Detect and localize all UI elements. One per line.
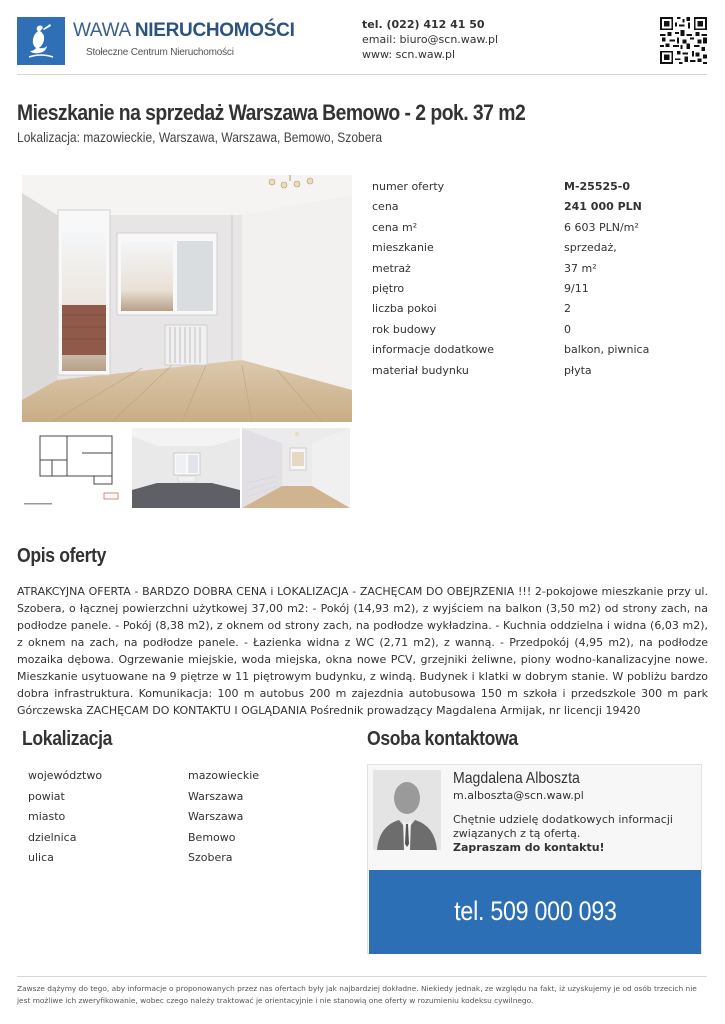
detail-value: 0 [564, 322, 571, 336]
detail-label: cena [372, 200, 399, 214]
header-phone[interactable]: tel. (022) 412 41 50 [362, 18, 485, 31]
detail-value: 6 603 PLN/m² [564, 220, 639, 234]
detail-label: metraż [372, 261, 411, 275]
main-photo[interactable] [22, 175, 352, 422]
detail-value: 241 000 PLN [564, 200, 642, 214]
location-label: ulica [28, 851, 54, 864]
location-value: Bemowo [188, 830, 236, 844]
description-text: ATRAKCYJNA OFERTA - BARDZO DOBRA CENA i LOKALIZACJA - ZACHĘCAM DO OBEJRZENIA !!! 2-pokojowe mieszkanie przy ul. Szobera, o łącznej powierzchni użytkowej 37,00 m2: - Pokój (14,93 m2), z wyjściem na balkon (3,50 m2) od strony zach, na podłodze panele. - Pokój (8,38 m2), z oknem od strony zach, na podłodze wykładzina. - Kuchnia oddzielna i widna (6,03 m2), z oknem na zach, na podłodze panele. - Łazienka widna z WC (2,71 m2), z wanną. - Przedpokój (4,95 m2), na podłodze mozaika dębowa. Ogrzewanie miejskie, woda miejska, okna nowe PCV, grzejniki żeliwne, piony wodno-kanalizacyjne nowe. Mieszkanie usytuowane na 9 piętrze w 11 piętrowym budynku, z windą. Budynek i klatki w dobrym stanie. W pobliżu bardzo dobra infrastruktura. Komunikacja: 100 m autobus 200 m zajezdnia autobusowa 150 m szkoła i przedszkole 300 m park Górczewska ZACHĘCAM DO KONTAKTU I OGLĄDANIA Pośrednik prowadzący Magdalena Armijak, nr licencji 19420 [17, 585, 708, 717]
brand-subtitle: Stołeczne Centrum Nieruchomości [86, 47, 234, 58]
location-row-district [28, 829, 328, 850]
detail-label: rok budowy [372, 322, 437, 336]
agent-avatar [373, 770, 441, 850]
detail-row-offer-number [372, 176, 707, 196]
detail-row-area [372, 258, 707, 278]
agent-message-text: Chętnie udzielę dodatkowych informacji związanych z tą ofertą. [453, 813, 673, 840]
floorplan-image [22, 428, 130, 508]
detail-value: 9/11 [564, 281, 589, 295]
thumbnail-hall[interactable] [242, 428, 350, 508]
detail-value: 2 [564, 302, 571, 316]
header-website[interactable]: www: scn.waw.pl [362, 48, 456, 61]
detail-row-type [372, 237, 707, 257]
detail-label: liczba pokoi [372, 302, 437, 316]
detail-value: sprzedaż, [564, 241, 617, 255]
detail-label: mieszkanie [372, 241, 434, 255]
brand-name: WAWA NIERUCHOMOŚCI [73, 20, 295, 41]
detail-value: balkon, piwnica [564, 343, 650, 357]
location-label: dzielnica [28, 830, 77, 844]
qr-code-icon [660, 17, 707, 64]
mermaid-icon [17, 17, 65, 65]
detail-label: materiał budynku [372, 363, 469, 377]
detail-row-material [372, 360, 707, 380]
description-heading: Opis oferty [17, 545, 107, 567]
agent-phone[interactable]: tel. 509 000 093 [453, 896, 617, 926]
footer-disclaimer: Zawsze dążymy do tego, aby informacje o proponowanych przez nas ofertach były jak najbardziej dokładne. Niekiedy jednak, ze względu na fakt, iż uzyskujemy je od osób trzecich nie jest możliwe ich zweryfikowanie, wobec czego należy traktować je orientacyjnie i nie stanowią one oferty w rozumieniu kodeksu cywilnego. [17, 984, 697, 1005]
page-header [0, 0, 725, 74]
header-contact [362, 17, 498, 62]
detail-row-price-per-m2 [372, 217, 707, 237]
contact-heading: Osoba kontaktowa [367, 728, 518, 750]
thumbnail-floorplan[interactable] [22, 428, 130, 508]
detail-row-price [372, 196, 707, 216]
detail-label: informacje dodatkowe [372, 343, 495, 357]
living-room-photo [22, 175, 352, 422]
detail-row-floor [372, 278, 707, 298]
company-logo[interactable] [17, 17, 65, 65]
location-row-city [28, 808, 328, 829]
detail-value: płyta [564, 363, 592, 377]
detail-row-rooms [372, 298, 707, 318]
agent-cta: Zapraszam do kontaktu! [453, 841, 605, 854]
detail-label: cena m² [372, 220, 418, 234]
person-silhouette-icon [373, 770, 441, 850]
detail-label: numer oferty [372, 180, 445, 193]
agent-message [453, 813, 693, 855]
offer-details [372, 176, 707, 380]
location-value: Warszawa [188, 810, 244, 823]
listing-location: Lokalizacja: mazowieckie, Warszawa, Warszawa, Bemowo, Szobera [17, 129, 383, 145]
thumbnail-room[interactable] [132, 428, 240, 508]
bedroom-photo [132, 428, 240, 508]
location-row-county [28, 788, 328, 809]
location-value: Warszawa [188, 789, 244, 803]
header-email[interactable]: email: biuro@scn.waw.pl [362, 33, 499, 46]
detail-row-extras [372, 339, 707, 359]
agent-card [367, 764, 702, 954]
location-row-voivodeship [28, 767, 328, 788]
hall-photo [242, 428, 350, 508]
agent-email[interactable]: m.alboszta@scn.waw.pl [453, 789, 584, 802]
detail-label: piętro [372, 281, 405, 295]
detail-row-year-built [372, 319, 707, 339]
location-label: powiat [28, 789, 65, 803]
location-row-street [28, 849, 328, 870]
location-label: województwo [28, 769, 103, 782]
header-divider [17, 74, 707, 75]
detail-value: 37 m² [564, 261, 597, 275]
agent-phone-box[interactable] [369, 870, 701, 954]
location-table [28, 767, 328, 870]
location-heading: Lokalizacja [22, 728, 113, 750]
location-value: Szobera [188, 851, 233, 864]
detail-value: M-25525-0 [564, 180, 630, 193]
footer-divider [17, 976, 707, 977]
listing-title: Mieszkanie na sprzedaż Warszawa Bemowo - 2 pok. 37 m2 [17, 100, 526, 125]
location-value: mazowieckie [188, 769, 260, 782]
agent-name: Magdalena Alboszta [453, 770, 580, 787]
location-label: miasto [28, 810, 66, 823]
